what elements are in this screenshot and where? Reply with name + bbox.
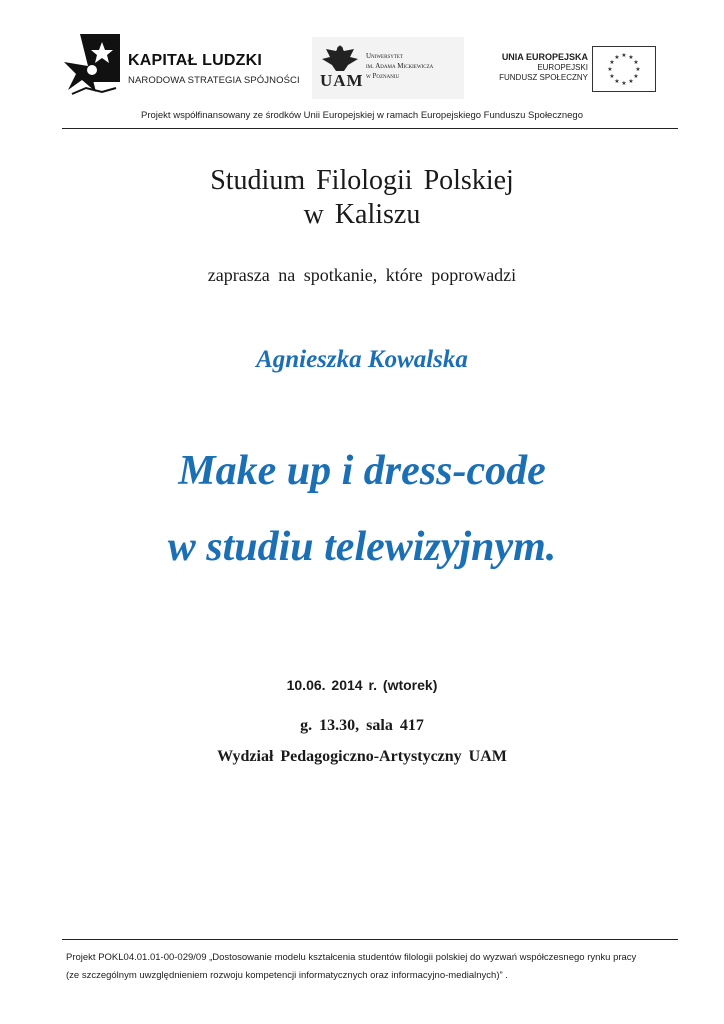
eu-logo [486,42,662,98]
footer-line2: (ze szczególnym uwzględnieniem rozwoju kompetencji informatycznych oraz informacyjno-medialnych)” . [66,970,508,981]
svg-text:★: ★ [628,78,634,85]
speaker-name: Agnieszka Kowalska [256,346,468,373]
uam-name-line3: w Poznaniu [366,72,400,80]
organizer-line1: Studium Filologii Polskiej [210,165,514,196]
svg-text:★: ★ [633,73,639,80]
svg-text:★: ★ [607,66,613,73]
kapital-ludzki-title: KAPITAŁ LUDZKI [128,52,263,69]
kapital-ludzki-subtitle: NARODOWA STRATEGIA SPÓJNOŚCI [128,75,300,86]
svg-text:★: ★ [609,73,615,80]
invite-text: zaprasza na spotkanie, które poprowadzi [207,265,517,285]
uam-logo [312,37,464,99]
event-date: 10.06. 2014 r. (wtorek) [286,677,438,693]
uam-name-line2: im. Adama Mickiewicza [366,62,434,70]
eu-name-line3: FUNDUSZ SPOŁECZNY [499,73,588,82]
kapital-ludzki-logo [62,32,300,104]
uam-monogram: UAM [320,71,364,90]
footer-divider [62,939,678,940]
cofinance-note: Projekt współfinansowany ze środków Unii Europejskiej w ramach Europejskiego Funduszu Społecznego [141,110,583,121]
event-time-room: g. 13.30, sala 417 [300,717,424,734]
uam-name-line1: Uniwersytet [366,52,403,60]
svg-text:★: ★ [614,78,620,85]
topic-line1: Make up i dress-code [178,448,546,494]
svg-text:★: ★ [621,52,627,59]
uam-name [366,51,433,81]
header-divider [62,128,678,129]
svg-text:★: ★ [614,54,620,61]
event-venue: Wydział Pedagogiczno-Artystyczny UAM [217,748,507,765]
eu-name-line2: EUROPEJSKI [537,63,588,72]
eu-name [499,52,588,83]
svg-text:★: ★ [609,59,615,66]
organizer-line2: w Kaliszu [303,199,421,230]
svg-text:★: ★ [635,66,641,73]
footer-line1: Projekt POKL04.01.01-00-029/09 „Dostosowanie modelu kształcenia studentów filologii polskiej do wyzwań współczesnego rynku pracy [66,952,637,963]
svg-text:★: ★ [633,59,639,66]
svg-text:★: ★ [628,54,634,61]
eu-name-line1: UNIA EUROPEJSKA [501,52,588,62]
topic-line2: w studiu telewizyjnym. [167,524,557,570]
eu-flag-icon [592,46,656,92]
kapital-ludzki-emblem-icon [62,32,122,98]
svg-text:★: ★ [621,80,627,87]
